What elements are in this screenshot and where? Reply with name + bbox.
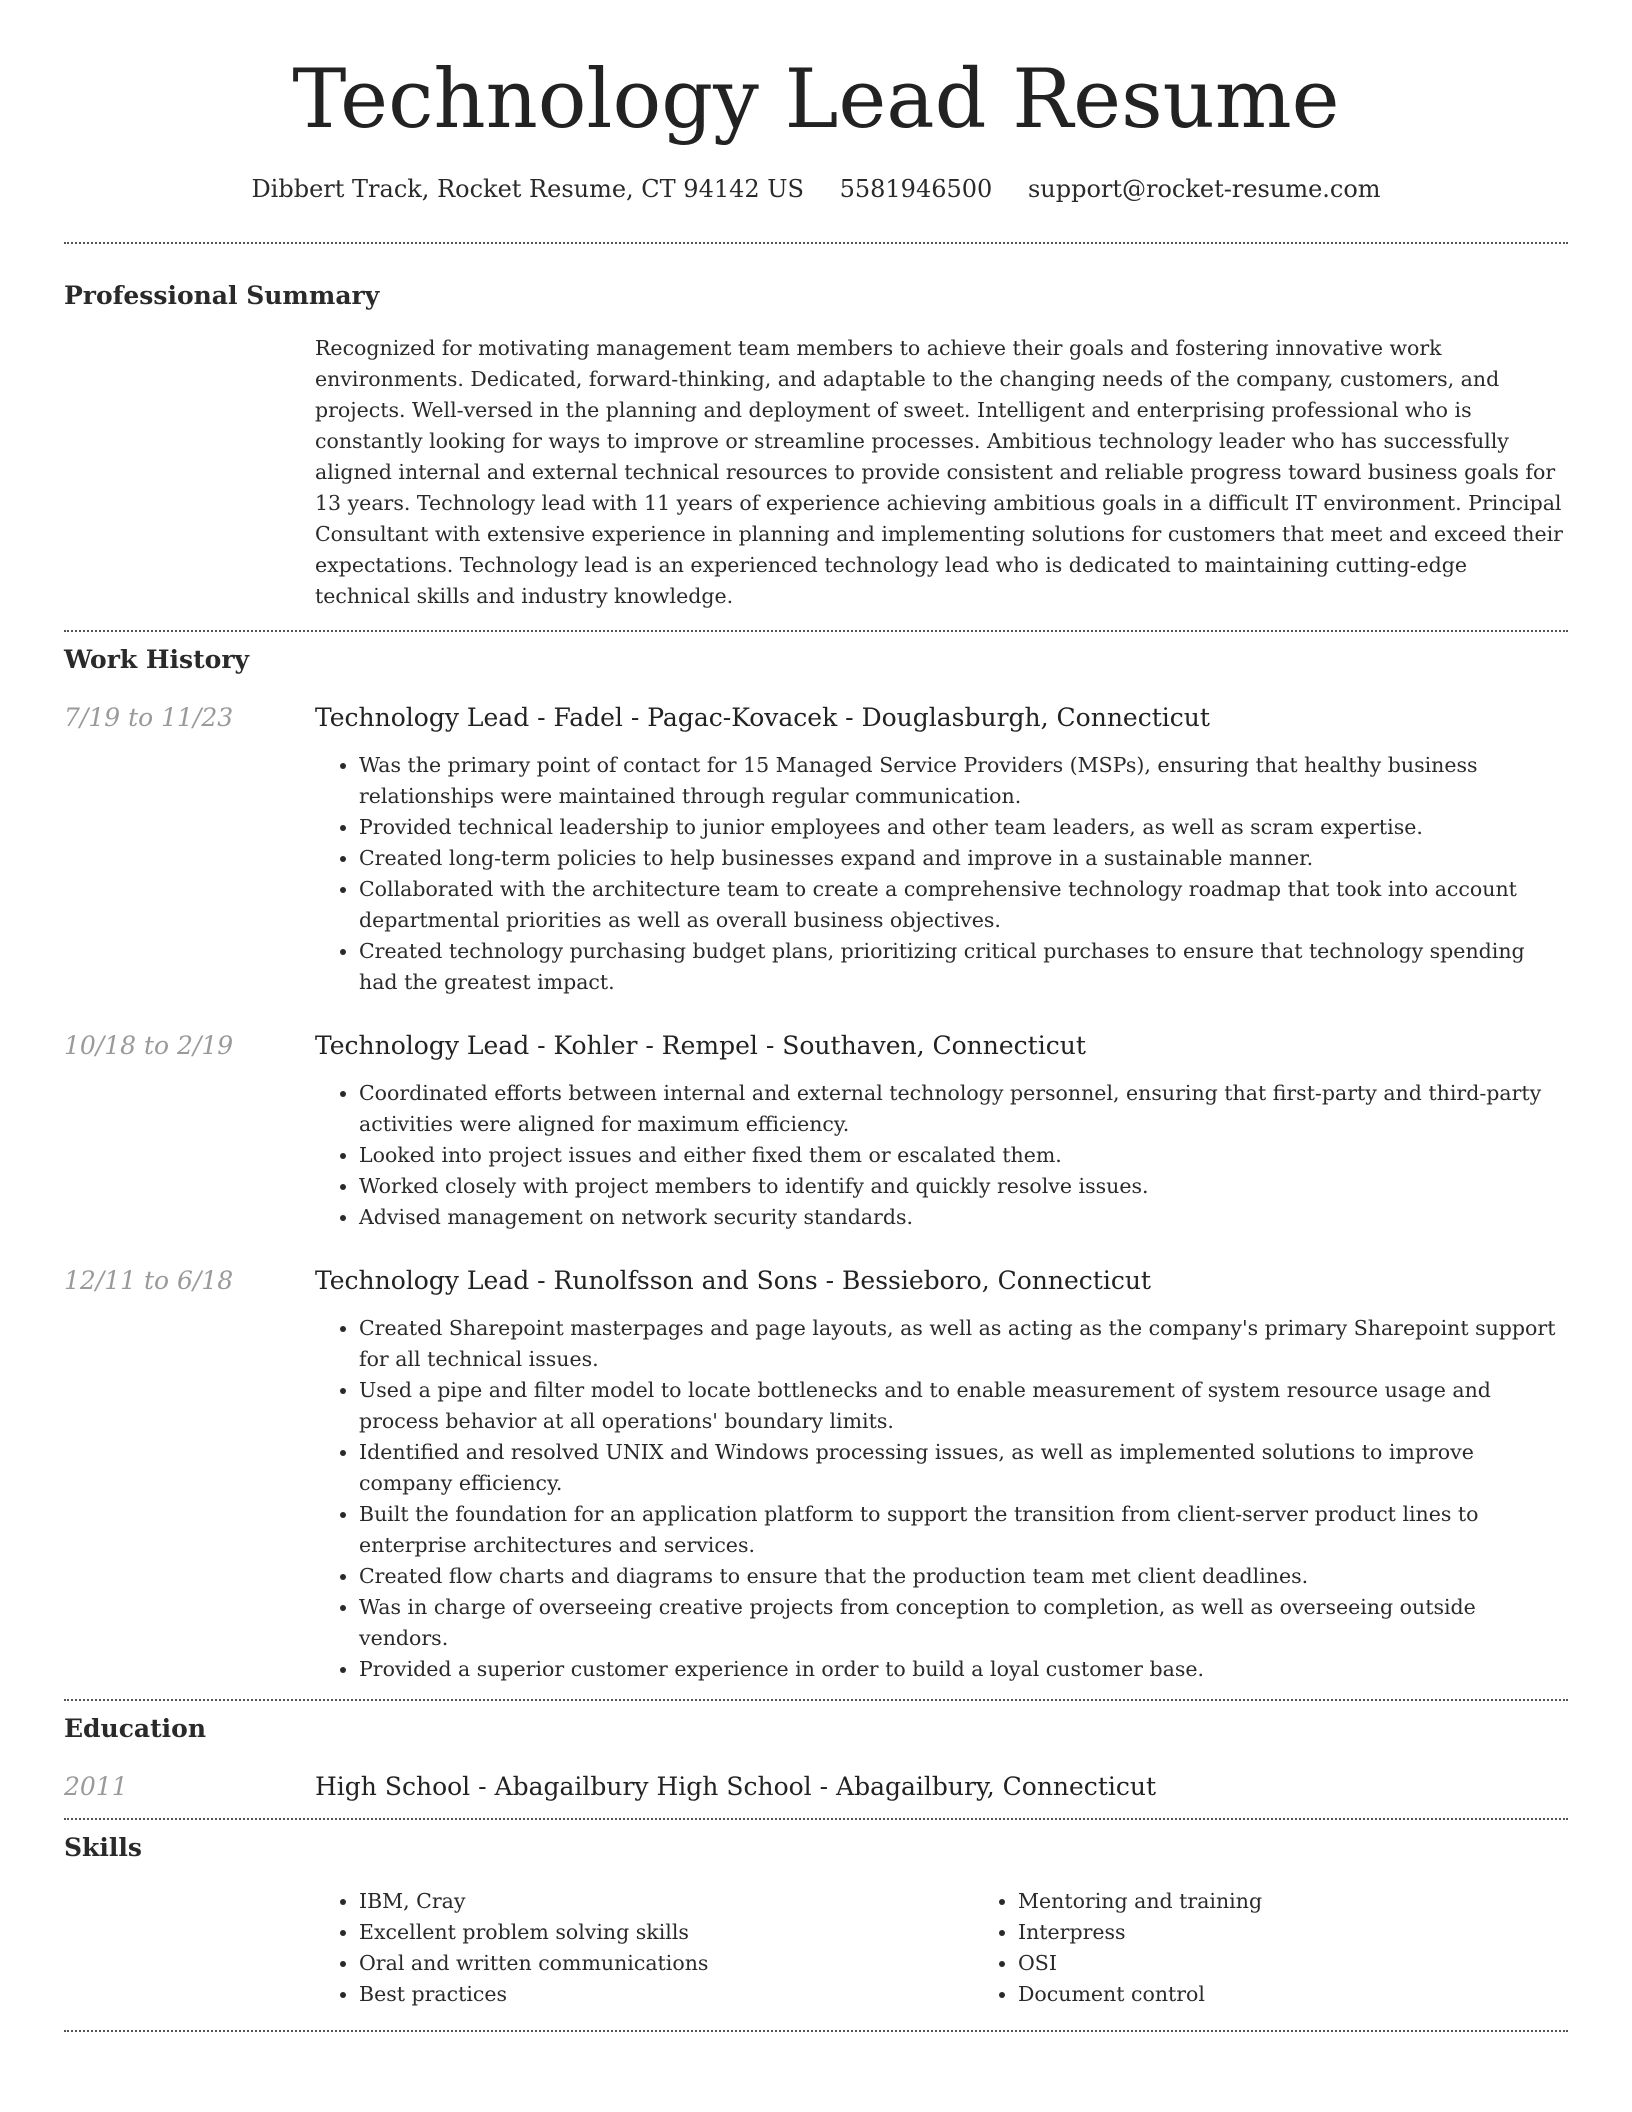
list-item: • Excellent problem solving skills	[359, 1917, 974, 1948]
list-item: • Built the foundation for an application platform to support the transition from client-server product lines to enterprise architectures and services.	[359, 1499, 1568, 1561]
divider	[64, 2030, 1568, 2032]
job-dates: 7/19 to 11/23	[64, 703, 234, 732]
list-item: • Provided a superior customer experience in order to build a loyal customer base.	[359, 1654, 1568, 1685]
summary-text: Recognized for motivating management team members to achieve their goals and fostering innovative work environments. Dedicated, forward-thinking, and adaptable to the changing needs of the company, customers, and projects. Well-versed in the planning and deployment of sweet. Intelligent and enterprising professional who is constantly looking for ways to improve or streamline processes. Ambitious technology leader who has successfully aligned internal and external technical resources to provide consistent and reliable progress toward business goals for 13 years. Technology lead with 11 years of experience achieving ambitious goals in a difficult IT environment. Principal Consultant with extensive experience in planning and implementing solutions for customers that meet and exceed their expectations. Technology lead is an experienced technology lead who is dedicated to maintaining cutting-edge technical skills and industry knowledge.	[315, 336, 1563, 608]
page-title: Technology Lead Resume	[292, 53, 1340, 147]
job-title: Technology Lead - Runolfsson and Sons - Bessieboro, Connecticut	[315, 1266, 1151, 1295]
job-dates: 12/11 to 6/18	[64, 1266, 234, 1295]
list-item: • Mentoring and training	[1018, 1886, 1632, 1917]
job-title: Technology Lead - Kohler - Rempel - Southaven, Connecticut	[315, 1031, 1086, 1060]
work-history-heading: Work History	[64, 645, 250, 674]
list-item: • Advised management on network security standards.	[359, 1202, 1568, 1233]
list-item: • Was the primary point of contact for 15 Managed Service Providers (MSPs), ensuring that healthy business relationships were maintained through regular communication.	[359, 750, 1568, 812]
skills-list-left	[315, 1886, 974, 2010]
list-item: • Created technology purchasing budget plans, prioritizing critical purchases to ensure that technology spending had the greatest impact.	[359, 936, 1568, 998]
list-item: • Was in charge of overseeing creative projects from conception to completion, as well as overseeing outside vendors.	[359, 1592, 1568, 1654]
resume-header	[64, 0, 1568, 204]
list-item: • Interpress	[1018, 1917, 1632, 1948]
list-item: • Best practices	[359, 1979, 974, 2010]
list-item: • Collaborated with the architecture team to create a comprehensive technology roadmap that took into account departmental priorities as well as overall business objectives.	[359, 874, 1568, 936]
job-dates: 10/18 to 2/19	[64, 1031, 234, 1060]
education-section	[64, 1713, 1568, 1803]
divider	[64, 242, 1568, 244]
list-item: • Created Sharepoint masterpages and page layouts, as well as acting as the company's primary Sharepoint support for all technical issues.	[359, 1313, 1568, 1375]
education-entry: High School - Abagailbury High School - Abagailbury, Connecticut	[315, 1772, 1157, 1801]
skills-grid	[315, 1886, 1632, 2010]
skills-section	[64, 1832, 1568, 2010]
work-history-section	[64, 644, 1568, 1685]
job-entry	[64, 1265, 1568, 1685]
list-item: • Used a pipe and filter model to locate bottlenecks and to enable measurement of system resource usage and process behavior at all operations' boundary limits.	[359, 1375, 1568, 1437]
education-year: 2011	[64, 1772, 128, 1801]
job-entry	[64, 1030, 1568, 1233]
list-item: • Created long-term policies to help businesses expand and improve in a sustainable manner.	[359, 843, 1568, 874]
list-item: • Oral and written communications	[359, 1948, 974, 1979]
contact-address: Dibbert Track, Rocket Resume, CT 94142 US	[251, 175, 804, 203]
list-item: • OSI	[1018, 1948, 1632, 1979]
contact-phone: 5581946500	[839, 175, 993, 203]
contact-email: support@rocket-resume.com	[1027, 175, 1381, 203]
summary-heading: Professional Summary	[64, 281, 380, 310]
job-bullets	[315, 1078, 1568, 1233]
list-item: • Identified and resolved UNIX and Windows processing issues, as well as implemented solutions to improve company efficiency.	[359, 1437, 1568, 1499]
list-item: • Looked into project issues and either fixed them or escalated them.	[359, 1140, 1568, 1171]
list-item: • Created flow charts and diagrams to ensure that the production team met client deadlines.	[359, 1561, 1568, 1592]
job-title: Technology Lead - Fadel - Pagac-Kovacek - Douglasburgh, Connecticut	[315, 703, 1210, 732]
divider	[64, 1699, 1568, 1701]
divider	[64, 1818, 1568, 1820]
job-bullets	[315, 750, 1568, 998]
list-item: • IBM, Cray	[359, 1886, 974, 1917]
list-item: • Provided technical leadership to junior employees and other team leaders, as well as scram expertise.	[359, 812, 1568, 843]
list-item: • Worked closely with project members to identify and quickly resolve issues.	[359, 1171, 1568, 1202]
divider	[64, 630, 1568, 632]
skills-list-right	[974, 1886, 1632, 2010]
list-item: • Document control	[1018, 1979, 1632, 2010]
education-heading: Education	[64, 1714, 207, 1743]
contact-line	[64, 174, 1568, 204]
summary-section	[64, 280, 1568, 612]
job-bullets	[315, 1313, 1568, 1685]
skills-heading: Skills	[64, 1833, 142, 1862]
job-entry	[64, 702, 1568, 998]
list-item: • Coordinated efforts between internal and external technology personnel, ensuring that first-party and third-party activities were aligned for maximum efficiency.	[359, 1078, 1568, 1140]
